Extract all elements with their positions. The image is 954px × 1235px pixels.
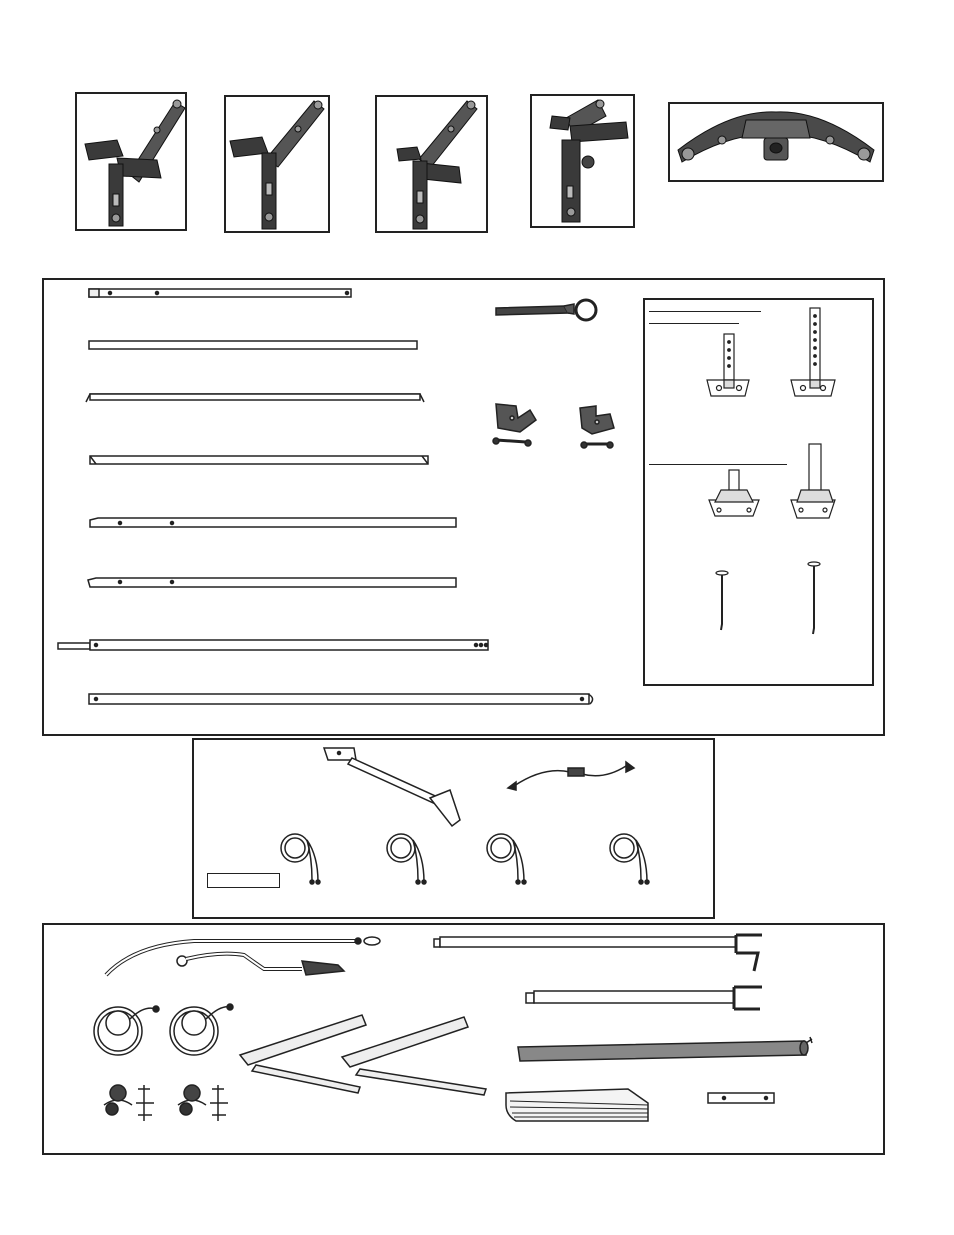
- bracket-4-illustration: [550, 100, 628, 222]
- ground-stake-2: [808, 562, 820, 634]
- plank-stack: [506, 1089, 648, 1121]
- coil-spring-1: [94, 1006, 159, 1055]
- base-plate-2: [791, 444, 835, 518]
- bracket-photo-2: [224, 95, 330, 233]
- spring-1: [281, 834, 320, 884]
- base-plate-1: [709, 470, 759, 516]
- tube-6: [88, 578, 456, 587]
- bracket-photo-1: [75, 92, 187, 231]
- angle-brace-1: [240, 1015, 366, 1093]
- spring-3: [487, 834, 526, 884]
- clamp-1: [104, 1085, 154, 1121]
- ground-stake-1: [716, 571, 728, 630]
- angle-brace-2: [342, 1017, 486, 1095]
- bracket-1-illustration: [85, 100, 185, 226]
- fork-tube-short: [526, 987, 762, 1009]
- tube-7: [58, 640, 488, 650]
- tubes-panel: [42, 278, 885, 736]
- spring-4: [610, 834, 649, 884]
- bracket-with-bolt-small: [580, 406, 614, 448]
- tube-5: [90, 518, 456, 527]
- spring-2: [387, 834, 426, 884]
- tube-1: [89, 289, 351, 297]
- hook-rod: [177, 954, 344, 975]
- tension-cable: [508, 762, 634, 790]
- anchor-tall-2: [791, 308, 835, 396]
- brace-arm: [324, 748, 460, 826]
- springs-panel: [192, 738, 715, 919]
- coil-spring-2: [170, 1004, 233, 1055]
- tube-3: [86, 394, 424, 402]
- tube-8: [89, 694, 593, 704]
- pull-pin: [496, 300, 596, 320]
- hub-bracket-illustration: [678, 112, 874, 162]
- springs-label-box: [207, 873, 280, 888]
- tube-4: [90, 456, 428, 464]
- fork-tube-long: [434, 935, 762, 971]
- anchors-box: [643, 298, 874, 686]
- tube-2: [89, 341, 417, 349]
- bracket-3-illustration: [397, 101, 477, 229]
- bracket-photo-3: [375, 95, 488, 233]
- bracket-2-illustration: [230, 101, 324, 229]
- clamp-2: [178, 1085, 228, 1121]
- bracket-with-bolt-large: [493, 404, 536, 446]
- gray-pole: [518, 1037, 812, 1061]
- accessories-panel: [42, 923, 885, 1155]
- short-bar: [708, 1093, 774, 1103]
- hub-bracket-photo: [668, 102, 884, 182]
- anchor-tall-1: [707, 334, 749, 396]
- bracket-photo-4: [530, 94, 635, 228]
